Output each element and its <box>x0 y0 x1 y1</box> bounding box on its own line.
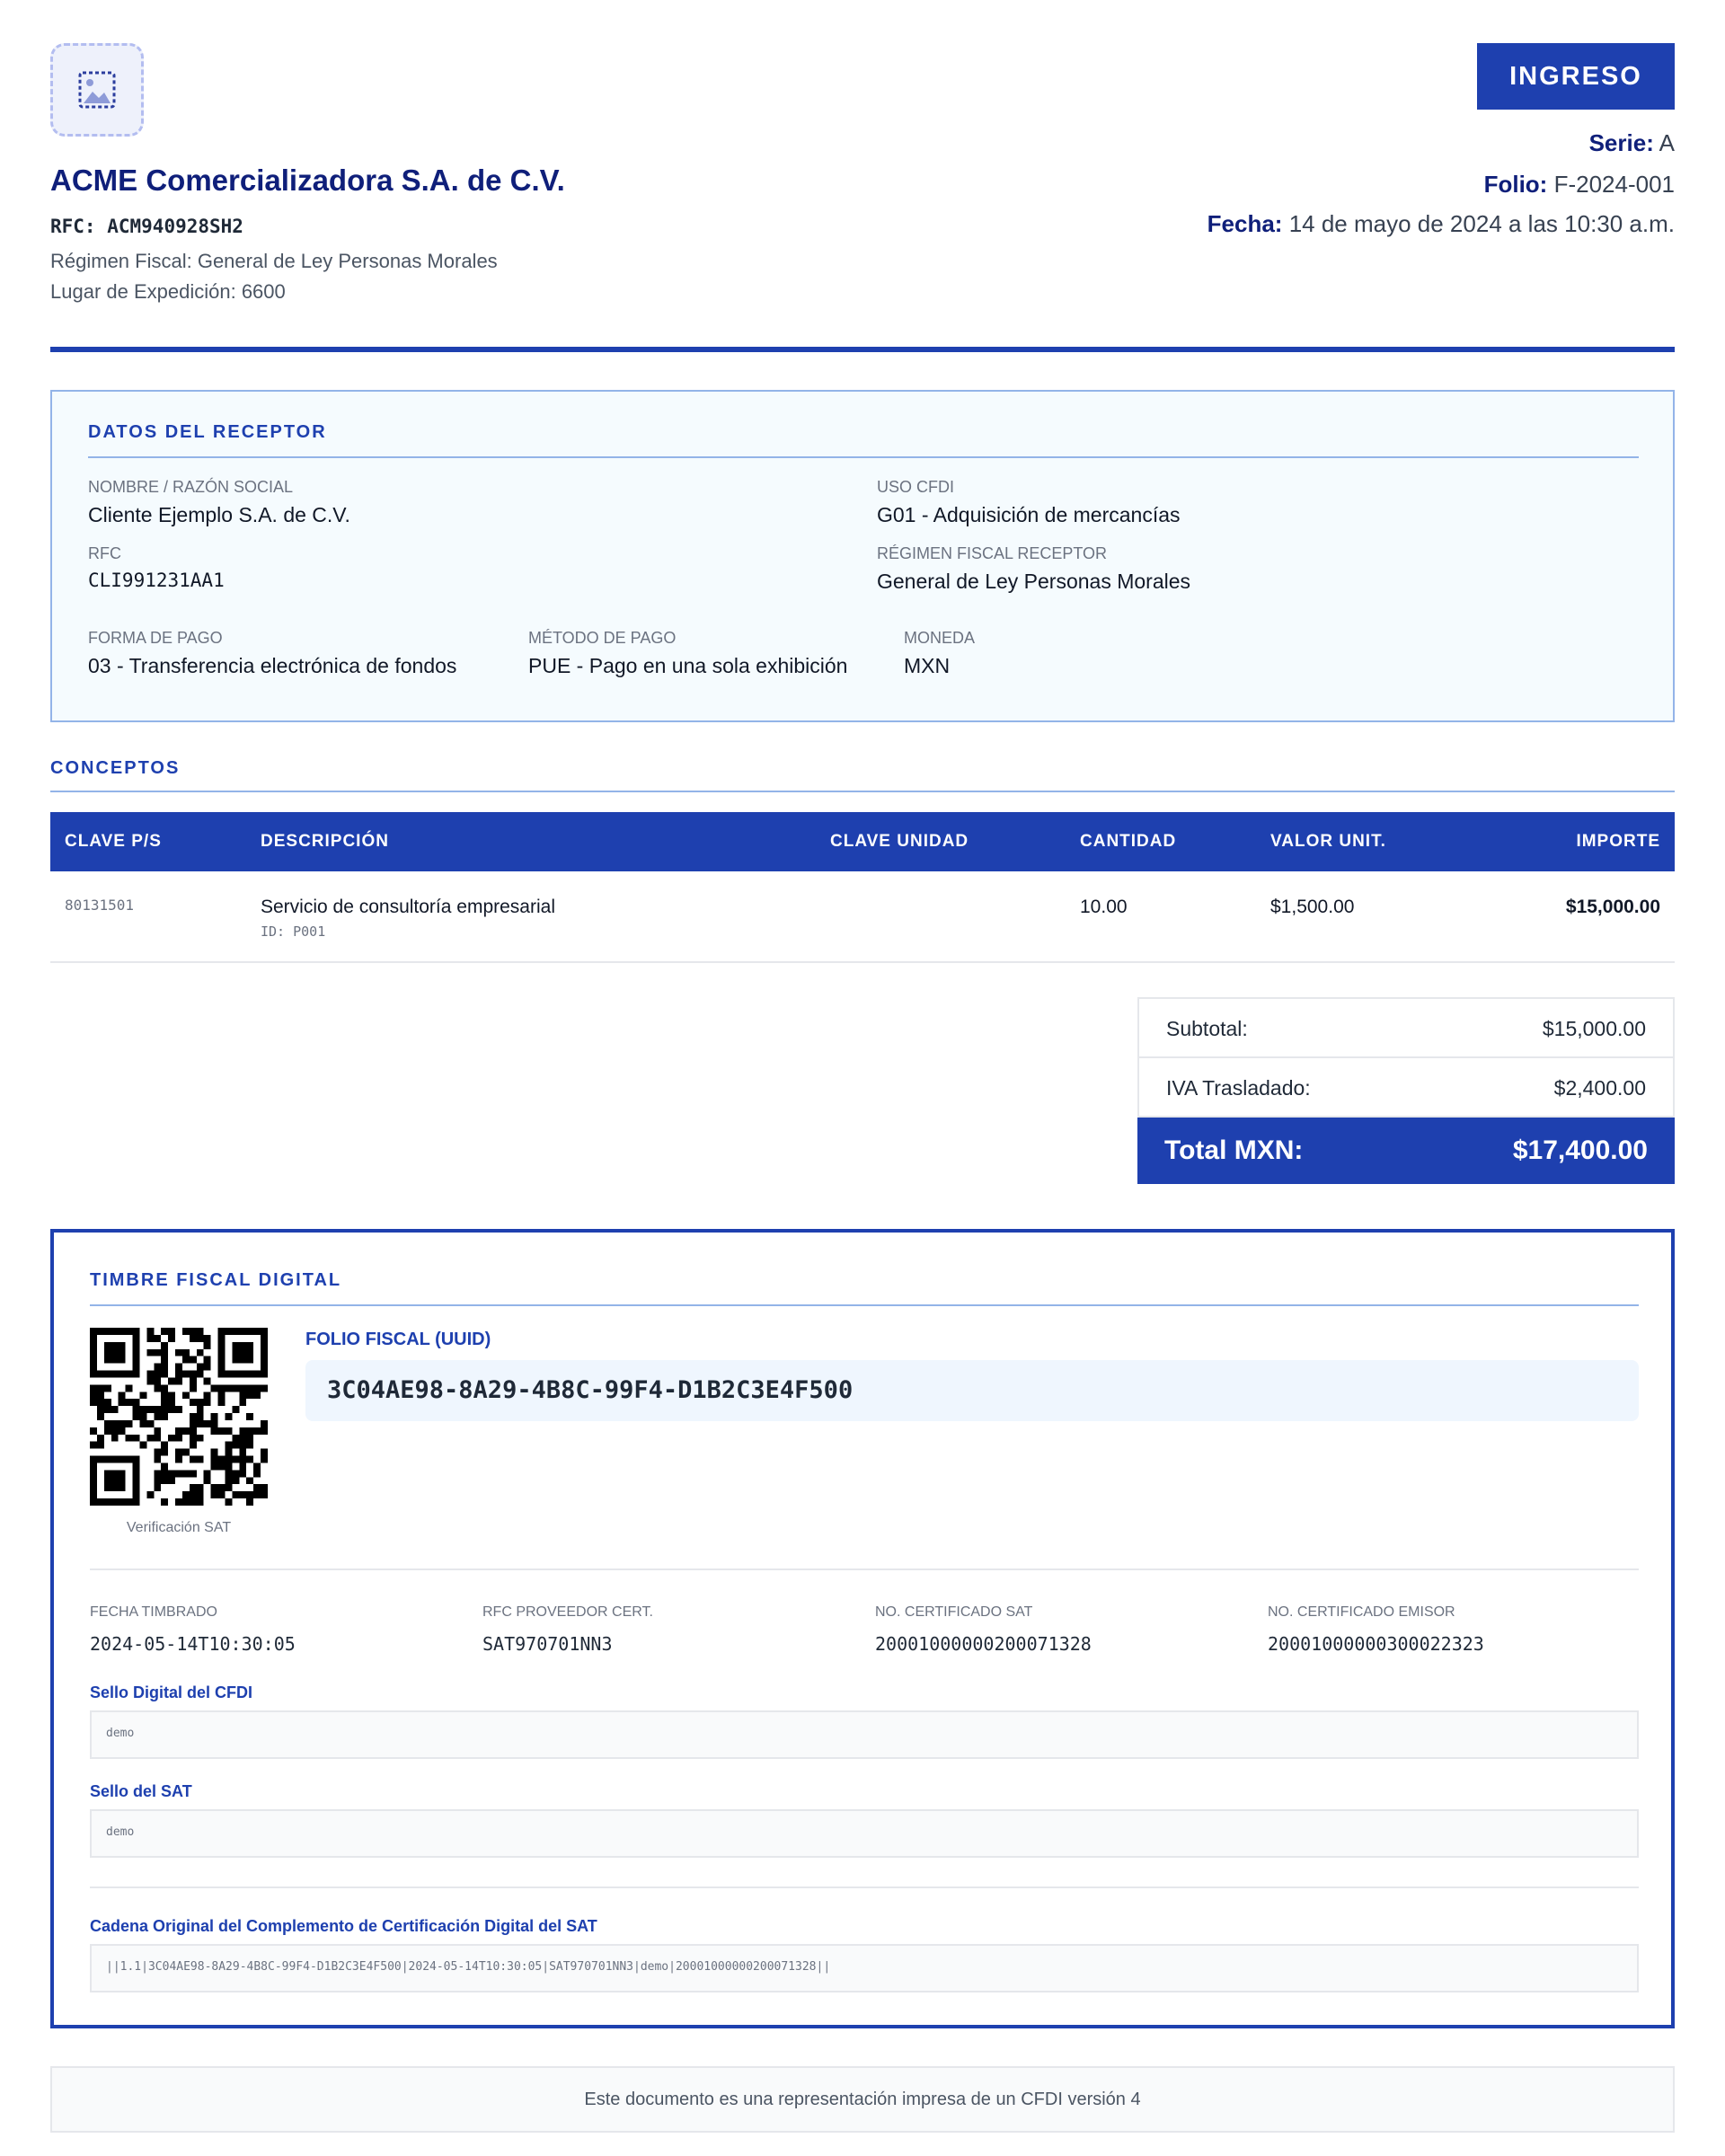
tipo-comprobante-badge: INGRESO <box>1477 43 1675 110</box>
no-cert-sat-label: NO. CERTIFICADO SAT <box>875 1604 1033 1620</box>
receptor-divider <box>88 456 1639 458</box>
receptor-rfc-value: CLI991231AA1 <box>88 570 225 591</box>
emisor-rfc-label: RFC: <box>50 216 96 237</box>
emisor-lugar-expedicion: Lugar de Expedición: 6600 <box>50 280 286 303</box>
metodo-pago-value: PUE - Pago en una sola exhibición <box>528 654 848 677</box>
moneda-value: MXN <box>904 654 951 677</box>
col-valor-unit: VALOR UNIT. <box>1270 832 1386 851</box>
receptor-title: DATOS DEL RECEPTOR <box>88 422 327 442</box>
company-name: ACME Comercializadora S.A. de C.V. <box>50 163 565 197</box>
iva-label: IVA Trasladado: <box>1166 1076 1311 1100</box>
totals-box <box>1137 997 1675 1184</box>
folio-line <box>1484 171 1675 199</box>
row-descripcion: Servicio de consultoría empresarial <box>261 897 555 917</box>
folio-label: Folio: <box>1483 171 1548 198</box>
uso-cfdi-value: G01 - Adquisición de mercancías <box>877 503 1181 526</box>
emisor-rfc-value: ACM940928SH2 <box>107 216 243 237</box>
invoice-page <box>50 43 1675 2109</box>
col-cantidad: CANTIDAD <box>1080 832 1177 851</box>
timbre-fiscal-section <box>50 1229 1675 2028</box>
forma-pago-value: 03 - Transferencia electrónica de fondos <box>88 654 457 677</box>
total-label: Total MXN: <box>1164 1135 1304 1165</box>
col-clave-unidad: CLAVE UNIDAD <box>830 832 969 851</box>
moneda-label: MONEDA <box>904 629 976 647</box>
timbre-divider-2 <box>90 1568 1639 1570</box>
subtotal-value: $15,000.00 <box>1542 1017 1646 1040</box>
qr-caption: Verificación SAT <box>126 1520 232 1535</box>
cadena-original-value: ||1.1|3C04AE98-8A29-4B8C-99F4-D1B2C3E4F500|2024-05-14T10:30:05|SAT970701NN3|demo|20001000000200071328|| <box>106 1960 831 1974</box>
sello-sat-box <box>90 1809 1639 1858</box>
col-clave-ps: CLAVE P/S <box>65 832 162 851</box>
sello-cfdi-box <box>90 1710 1639 1759</box>
fecha-label: Fecha: <box>1207 210 1283 237</box>
regimen-receptor-value: General de Ley Personas Morales <box>877 570 1191 593</box>
timbre-title: TIMBRE FISCAL DIGITAL <box>90 1270 342 1290</box>
uuid-label: FOLIO FISCAL (UUID) <box>305 1330 491 1349</box>
serie-line <box>1589 129 1675 157</box>
row-cantidad: 10.00 <box>1080 897 1128 917</box>
nombre-label: NOMBRE / RAZÓN SOCIAL <box>88 478 294 496</box>
iva-row <box>1137 1056 1675 1118</box>
subtotal-row <box>1137 997 1675 1056</box>
no-cert-sat-value: 20001000000200071328 <box>875 1633 1092 1655</box>
serie-value: A <box>1659 129 1675 156</box>
sello-sat-value: demo <box>106 1825 135 1839</box>
sello-sat-label: Sello del SAT <box>90 1782 192 1800</box>
fecha-value: 14 de mayo de 2024 a las 10:30 a.m. <box>1288 210 1675 237</box>
logo-placeholder <box>50 43 144 137</box>
metodo-pago-label: MÉTODO DE PAGO <box>528 629 677 647</box>
conceptos-divider <box>50 791 1675 792</box>
nombre-value: Cliente Ejemplo S.A. de C.V. <box>88 503 350 526</box>
serie-label: Serie: <box>1588 129 1654 156</box>
emisor-rfc <box>50 216 243 237</box>
fecha-line <box>1208 210 1675 238</box>
cadena-original-label: Cadena Original del Complemento de Certificación Digital del SAT <box>90 1917 597 1935</box>
invoice-header <box>50 43 1675 352</box>
total-value: $17,400.00 <box>1512 1135 1648 1165</box>
timbre-divider <box>90 1304 1639 1306</box>
conceptos-table-header <box>50 812 1675 871</box>
row-valor-unit: $1,500.00 <box>1270 897 1355 917</box>
uuid-value: 3C04AE98-8A29-4B8C-99F4-D1B2C3E4F500 <box>327 1376 854 1404</box>
footer-note: Este documento es una representación impresa de un CFDI versión 4 <box>50 2066 1675 2133</box>
row-id: ID: P001 <box>261 923 326 940</box>
col-importe: IMPORTE <box>1576 832 1660 851</box>
forma-pago-label: FORMA DE PAGO <box>88 629 223 647</box>
image-placeholder-icon <box>76 69 118 110</box>
emisor-regimen-fiscal: Régimen Fiscal: General de Ley Personas Morales <box>50 250 498 272</box>
qr-code-icon <box>90 1328 268 1506</box>
no-cert-emisor-value: 20001000000300022323 <box>1268 1633 1484 1655</box>
uuid-box <box>305 1360 1639 1421</box>
table-row <box>50 871 1675 963</box>
header-divider <box>50 347 1675 352</box>
sello-cfdi-value: demo <box>106 1727 135 1740</box>
iva-value: $2,400.00 <box>1553 1076 1646 1100</box>
cadena-original-box <box>90 1944 1639 1993</box>
conceptos-title: CONCEPTOS <box>50 758 181 778</box>
row-clave-ps: 80131501 <box>65 897 135 914</box>
receptor-rfc-label: RFC <box>88 544 121 562</box>
folio-value: F-2024-001 <box>1553 171 1675 198</box>
timbre-divider-3 <box>90 1886 1639 1888</box>
fecha-timbrado-label: FECHA TIMBRADO <box>90 1604 217 1620</box>
sello-cfdi-label: Sello Digital del CFDI <box>90 1683 253 1701</box>
no-cert-emisor-label: NO. CERTIFICADO EMISOR <box>1268 1604 1455 1620</box>
fecha-timbrado-value: 2024-05-14T10:30:05 <box>90 1633 296 1655</box>
rfc-proveedor-label: RFC PROVEEDOR CERT. <box>482 1604 653 1620</box>
regimen-receptor-label: RÉGIMEN FISCAL RECEPTOR <box>877 544 1108 562</box>
uso-cfdi-label: USO CFDI <box>877 478 955 496</box>
row-importe: $15,000.00 <box>1565 897 1660 917</box>
rfc-proveedor-value: SAT970701NN3 <box>482 1633 613 1655</box>
total-row <box>1137 1118 1675 1184</box>
subtotal-label: Subtotal: <box>1166 1017 1248 1040</box>
receptor-section <box>50 390 1675 722</box>
col-descripcion: DESCRIPCIÓN <box>261 832 389 851</box>
